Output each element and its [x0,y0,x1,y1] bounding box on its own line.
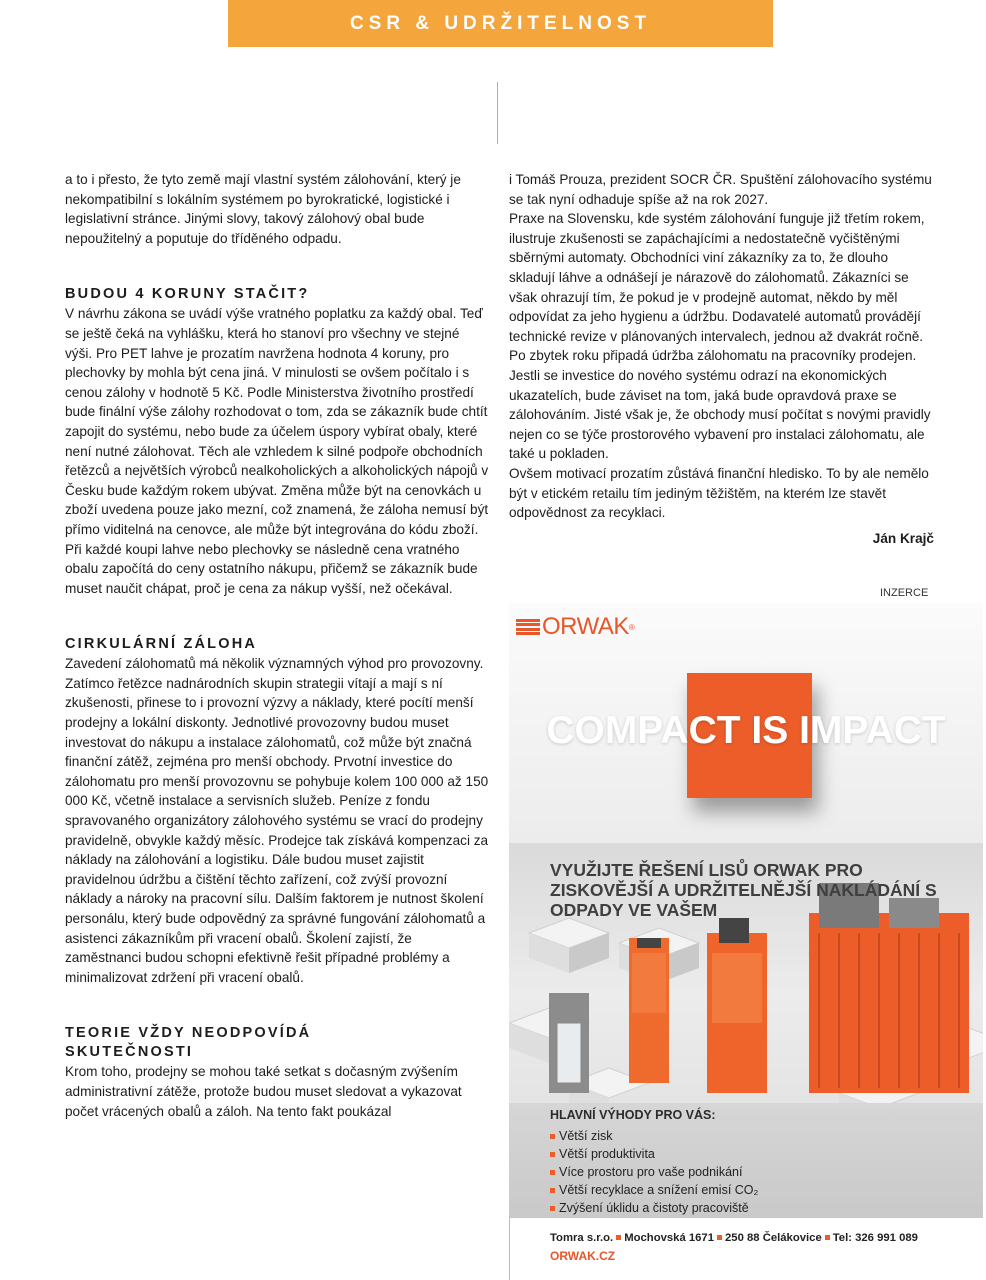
article-author: Ján Krajč [872,530,934,546]
company-city: 250 88 Čelákovice [725,1232,822,1244]
section-title: CSR & UDRŽITELNOST [349,12,652,34]
ad-website-link[interactable]: ORWAK.CZ [550,1249,616,1263]
orwak-logo [516,613,635,641]
benefit-item: Větší produktivita [550,1145,758,1163]
separator-icon [825,1235,830,1240]
benefit-item: Více prostoru pro vaše podnikání [550,1163,758,1181]
company-phone[interactable]: Tel: 326 991 089 [832,1232,918,1244]
ad-slogan: COMPACT IS IMPACT [546,709,946,752]
section-heading: CIRKULÁRNÍ ZÁLOHA [65,636,258,653]
article-paragraph: Praxe na Slovensku, kde systém zálohování funguje již třetím rokem, ilustruje zkušenosti se zapáchajícími a nedostatečně vyčištěnými sběrnými automaty. Obchodníci viní zákazníky za to, že dlouho skladují láhve a odnášejí je nárazově do zálohomatů. Zákazníci se však ohrazují tím, že pokud je v prodejně automat, někdo by měl odpovídat za jeho hygienu a údržbu. Dodavatelé automatů provádějí technické revize v plánovaných intervalech, jednou až dvakrát ročně. Po zbytek roku připadá údržba zálohomatu na pracovníky prodejen. Jestli se investice do nového systému odrazí na ekonomických ukazatelích, bude záviset na tom, jaká bude opravdová praxe se zálohováním. Jisté však je, že obchody musí počítat s novými pravidly nejen co se týče prostorového vybavení pro instalaci zálohomatu, ale také u pokladen. [509,211,931,462]
advertisement-label: INZERCE [880,587,929,599]
article-paragraph: Zavedení zálohomatů má několik významných výhod pro provozovny. Zatímco řetězce nadnárodních skupin strategii vítají a mají s ní zkušenosti, přinese to i provozní výzvy a náklady, které pocítí menší prodejny a lokální diskonty. Jednotlivé provozovny budou muset investovat do nákupu a instalace zálohomatů, což může být značná finanční zátěž, zejména pro menší obchody. Prvotní investice do zálohomatu pro menší provozovnu se pohybuje kolem 100 000 až 150 000 Kč, včetně instalace a servisních služeb. Peníze z fondu spravovaného organizátory zálohového systému se vrací do prodejny pravidelně, obvykle každý měsíc. Prodejce tak získává kompenzaci za náklady na zálohování a logistiku. Dále budou muset zajistit pravidelnou údržbu a čištění těchto zařízení, což zvýší provozní náklady a nároky na pracovní sílu. Dalším faktorem je nutnost školení personálu, který bude odpovědný za správné fungování zálohomatů a asistenci zákazníkům při vracení obalů. Školení zajistí, že zaměstnanci budou schopni efektivně řešit případné problémy a minimalizovat zdržení při vracení obalů. [65,656,489,985]
article-intro: a to i přesto, že tyto země mají vlastní systém zálohování, který je nekompatibilní s lokálním systémem po byrokratické, logistické i legislativní stránce. Jinými slovy, takový zálohový obal bude nepoužitelný a poputuje do tříděného odpadu. [65,172,461,246]
benefits-title: HLAVNÍ VÝHODY PRO VÁS: [550,1108,716,1122]
company-address: Mochovská 1671 [624,1232,714,1244]
article-paragraph: V návrhu zákona se uvádí výše vratného poplatku za každý obal. Teď se ještě čeká na vyhlášku, která ho stanoví pro všechny ve stejné výši. Pro PET lahve je prozatím navržena hodnota 4 koruny, pro plechovky by mohla být cena jiná. V minulosti se ovšem počítalo i s cenou zálohy v hodnotě 5 Kč. Podle Ministerstva životního prostředí bude finální výše zálohy rozhodovat o tom, zda se zákazník bude chtít zapojit do systému, nebo bude za účelem úspory vybírat obaly, které není nutné zálohovat. Těch ale vzhledem k silné podpoře obchodních řetězců a největších výrobců nealkoholických a alkoholických nápojů v Česku bude každým rokem ubývat. Změna může být na cenovkách u zboží uvedena pouze jako mezní, což znamená, že záloha nemusí být přímo viditelná na cenovce, ale může být integrována do kódu zboží. Při každé koupi lahve nebo plechovky se následně cena vratného obalu započítá do ceny ostatního nákupu, přičemž se zákazník bude muset naučit chápat, proč je cena za nákup vyšší, než očekával. [65,306,489,596]
benefit-item: Větší recyklace a snížení emisí CO₂ [550,1181,758,1199]
logo-stripes-icon [516,619,540,636]
article-right-column [509,170,934,548]
section-heading: BUDOU 4 KORUNY STAČIT? [65,286,310,303]
divider-line [497,82,498,144]
article-paragraph: Krom toho, prodejny se mohou také setkat s dočasným zvýšením administrativní zátěže, protože budou muset sledovat a vykazovat počet vrácených obalů a záloh. Na tento fakt poukázal [65,1064,462,1119]
ad-headline: VYUŽIJTE ŘEŠENÍ LISŮ ORWAK PRO ZISKOVĚJŠÍ A UDRŽITELNĚJŠÍ NAKLÁDÁNÍ S ODPADY VE VAŠEM [550,860,937,920]
bullet-icon [550,1188,555,1193]
benefits-list [550,1127,758,1217]
ad-border [509,1215,510,1280]
section-heading: TEORIE VŽDY NEODPOVÍDÁ SKUTEČNOSTI [65,1025,312,1061]
benefit-item: Zvýšení úklidu a čistoty pracoviště [550,1199,758,1217]
logo-text: ORWAK [542,613,629,640]
bullet-icon [550,1152,555,1157]
bullet-icon [550,1134,555,1139]
bullet-icon [550,1206,555,1211]
article-left-column [65,170,490,1121]
separator-icon [717,1235,722,1240]
registered-mark: ® [628,622,635,632]
benefit-item: Větší zisk [550,1127,758,1145]
section-header [228,0,773,47]
separator-icon [616,1235,621,1240]
article-paragraph: Ovšem motivací prozatím zůstává finanční hledisko. To by ale nemělo být v etickém retailu tím jediným těžištěm, na kterém lze stavět odpovědnost za recyklaci. [509,465,929,521]
bullet-icon [550,1170,555,1175]
orwak-advertisement[interactable] [509,603,983,1280]
company-name: Tomra s.r.o. [550,1232,614,1244]
ad-contact-line [550,1232,918,1244]
article-paragraph: i Tomáš Prouza, prezident SOCR ČR. Spuštění zálohovacího systému se tak nyní odhaduje spíše až na rok 2027. [509,172,932,207]
